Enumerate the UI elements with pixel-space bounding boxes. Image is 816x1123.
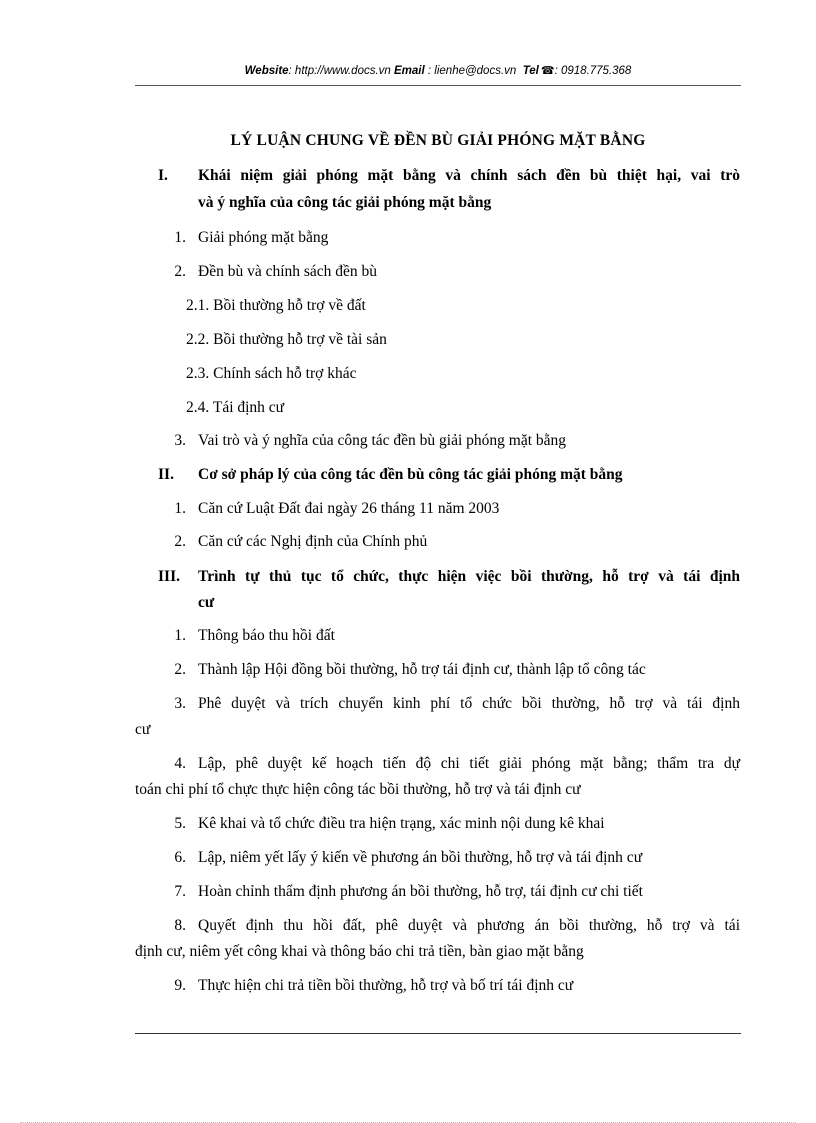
section-3-item-7-number: 7. (174, 883, 186, 900)
section-1-item-1-number: 1. (174, 229, 186, 246)
section-3-item-2-text: Thành lập Hội đồng bồi thường, hỗ trợ tái định cư, thành lập tổ công tác (198, 661, 646, 678)
section-1-heading-line2: và ý nghĩa của công tác giải phóng mặt bằng (198, 194, 492, 211)
telephone-icon: ☎ (540, 65, 555, 77)
section-3-item-3-line1: Phê duyệt và trích chuyển kinh phí tổ chức bồi thường, hỗ trợ và tái định (198, 695, 740, 712)
section-3-item-3-line2: cư (135, 721, 151, 738)
section-2-item-2-text: Căn cứ các Nghị định của Chính phủ (198, 533, 428, 550)
website-label: Website (244, 65, 289, 77)
section-3-item-5-text: Kê khai và tổ chức điều tra hiện trạng, xác minh nội dung kê khai (198, 815, 605, 832)
email-value[interactable]: : lienhe@docs.vn (424, 65, 517, 77)
section-3-item-6-text: Lập, niêm yết lấy ý kiến về phương án bồi thường, hỗ trợ và tái định cư (198, 849, 643, 866)
section-1-item-2-number: 2. (174, 263, 186, 280)
section-2-number: II. (158, 466, 174, 483)
section-3-item-1-number: 1. (174, 627, 186, 644)
section-1-subitem-2-2: 2.2. Bồi thường hỗ trợ về tài sản (186, 331, 387, 348)
section-1-item-3-text: Vai trò và ý nghĩa của công tác đền bù giải phóng mặt bằng (198, 432, 567, 449)
section-3-item-4-line1: Lập, phê duyệt kế hoạch tiến độ chi tiết giải phóng mặt bằng; thẩm tra dự (198, 755, 740, 772)
section-2-item-1-number: 1. (174, 500, 186, 517)
section-1-number: I. (158, 167, 168, 184)
footer-divider (135, 1033, 741, 1034)
document-title: LÝ LUẬN CHUNG VỀ ĐỀN BÙ GIẢI PHÓNG MẶT BẰNG (230, 132, 646, 149)
section-1-subitem-2-1: 2.1. Bồi thường hỗ trợ về đất (186, 297, 366, 314)
section-2-heading: Cơ sở pháp lý của công tác đền bù công tác giải phóng mặt bằng (198, 466, 623, 483)
website-value[interactable]: : http://www.docs.vn (288, 65, 391, 77)
section-3-item-9-number: 9. (174, 977, 186, 994)
section-2-item-2-number: 2. (174, 533, 186, 550)
header-divider (135, 85, 741, 86)
section-2-item-1-text: Căn cứ Luật Đất đai ngày 26 tháng 11 năm 2003 (198, 500, 500, 517)
section-3-item-7-text: Hoàn chỉnh thẩm định phương án bồi thường, hỗ trợ, tái định cư chi tiết (198, 883, 643, 900)
section-3-item-3-number: 3. (174, 695, 186, 712)
section-1-item-3-number: 3. (174, 432, 186, 449)
section-1-heading-line1: Khái niệm giải phóng mặt bằng và chính sách đền bù thiệt hại, vai trò (198, 167, 740, 184)
section-1-subitem-2-4: 2.4. Tái định cư (186, 399, 285, 416)
section-3-item-8-line2: định cư, niêm yết công khai và thông báo chi trả tiền, bàn giao mặt bằng (135, 943, 584, 960)
tel-value: : 0918.775.368 (554, 65, 632, 77)
section-3-number: III. (158, 568, 180, 585)
section-3-heading-line1: Trình tự thủ tục tổ chức, thực hiện việc bồi thường, hỗ trợ và tái định (198, 568, 740, 585)
section-3-item-8-line1: Quyết định thu hồi đất, phê duyệt và phương án bồi thường, hỗ trợ và tái (198, 917, 740, 934)
section-3-item-9-text: Thực hiện chi trả tiền bồi thường, hỗ trợ và bố trí tái định cư (198, 977, 574, 994)
section-3-item-8-number: 8. (174, 917, 186, 934)
section-3-item-2-number: 2. (174, 661, 186, 678)
section-3-item-4-number: 4. (174, 755, 186, 772)
section-1-item-2-text: Đền bù và chính sách đền bù (198, 263, 378, 280)
page-header (135, 64, 741, 77)
tel-label: Tel (522, 65, 539, 77)
section-3-item-5-number: 5. (174, 815, 186, 832)
section-3-item-1-text: Thông báo thu hồi đất (198, 627, 335, 644)
section-3-item-4-line2: toán chi phí tổ chực thực hiện công tác bồi thường, hỗ trợ và tái định cư (135, 781, 581, 798)
section-3-heading-line2: cư (198, 594, 215, 611)
email-label: Email (394, 65, 425, 77)
section-1-subitem-2-3: 2.3. Chính sách hỗ trợ khác (186, 365, 357, 382)
section-1-item-1-text: Giải phóng mặt bằng (198, 229, 329, 246)
section-3-item-6-number: 6. (174, 849, 186, 866)
